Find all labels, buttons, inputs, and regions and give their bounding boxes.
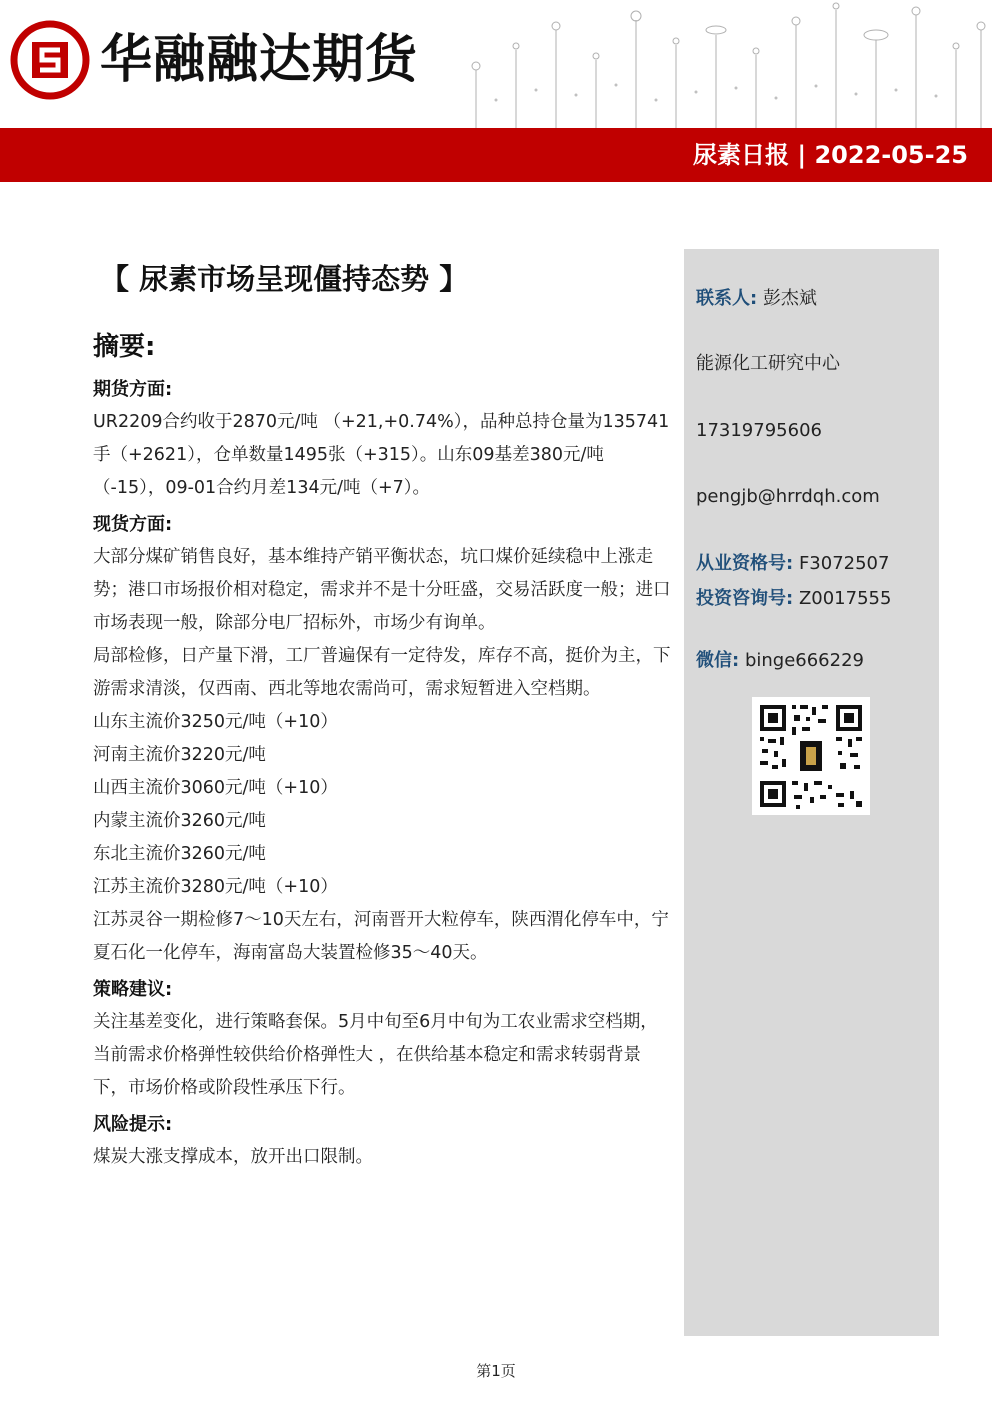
spot-paragraph: 局部检修，日产量下滑，工厂普遍保有一定待发，库存不高，挺价为主，下游需求清淡，仅西南、西北等地农需尚可，需求短暂进入空档期。 (93, 646, 671, 699)
section-heading-spot: 现货方面: (93, 514, 173, 535)
advisory-label: 投资咨询号: (696, 588, 794, 609)
contact-sidebar (684, 249, 939, 1336)
summary-heading: 摘要: (93, 332, 156, 362)
spot-price-line: 东北主流价3260元/吨 (93, 844, 266, 864)
risk-paragraph: 煤炭大涨支撑成本，放开出口限制。 (93, 1147, 373, 1167)
spot-paragraph: 大部分煤矿销售良好，基本维持产销平衡状态，坑口煤价延续稳中上涨走势；港口市场报价相对稳定，需求并不是十分旺盛，交易活跃度一般；进口市场表现一般，除部分电厂招标外，市场少有询单。 (93, 547, 671, 633)
report-title: 尿素日报 | 2022-05-25 (693, 141, 968, 169)
email-address: pengjb@hrrdqh.com (696, 486, 880, 507)
brand-name: 华融融达期货 (100, 30, 419, 90)
futures-paragraph: UR2209合约收于2870元/吨 （+21,+0.74%），品种总持仓量为135741手（+2621），仓单数量1495张（+315）。山东09基差380元/吨（-15），09-01合约月差134元/吨（+7）。 (93, 412, 670, 498)
company-logo-icon (10, 20, 90, 100)
spot-price-line: 内蒙主流价3260元/吨 (93, 811, 266, 831)
spot-paragraph: 江苏灵谷一期检修7～10天左右，河南晋开大粒停车，陕西渭化停车中，宁夏石化一化停车，海南富岛大装置检修35～40天。 (93, 910, 669, 963)
spot-price-line: 河南主流价3220元/吨 (93, 745, 266, 765)
cert-row (696, 550, 889, 578)
contact-name: 彭杰斌 (762, 288, 817, 309)
section-heading-risk: 风险提示: (93, 1114, 173, 1135)
cert-value: F3072507 (798, 553, 890, 574)
qr-code-icon (752, 697, 870, 815)
section-heading-strategy: 策略建议: (93, 979, 173, 1000)
contact-row (696, 285, 817, 313)
summary-content (93, 326, 673, 1174)
header (0, 0, 992, 128)
cert-label: 从业资格号: (696, 553, 794, 574)
wechat-label: 微信: (696, 650, 740, 671)
wechat-row (696, 647, 864, 675)
wechat-value: binge666229 (744, 650, 864, 671)
section-heading-futures: 期货方面: (93, 379, 173, 400)
department: 能源化工研究中心 (696, 353, 840, 374)
advisory-row (696, 585, 891, 613)
page-number: 第1页 (476, 1362, 516, 1380)
phone-number: 17319795606 (696, 420, 822, 441)
spot-price-line: 江苏主流价3280元/吨（+10） (93, 877, 338, 897)
strategy-paragraph: 关注基差变化，进行策略套保。5月中旬至6月中旬为工农业需求空档期，当前需求价格弹性较供给价格弹性大 ，在供给基本稳定和需求转弱背景下，市场价格或阶段性承压下行。 (93, 1012, 658, 1098)
advisory-value: Z0017555 (798, 588, 892, 609)
spot-price-line: 山东主流价3250元/吨（+10） (93, 712, 338, 732)
decorative-pattern (456, 0, 992, 128)
spot-price-line: 山西主流价3060元/吨（+10） (93, 778, 338, 798)
contact-label: 联系人: (696, 288, 758, 309)
main-title: 【 尿素市场呈现僵持态势 】 (100, 262, 469, 296)
